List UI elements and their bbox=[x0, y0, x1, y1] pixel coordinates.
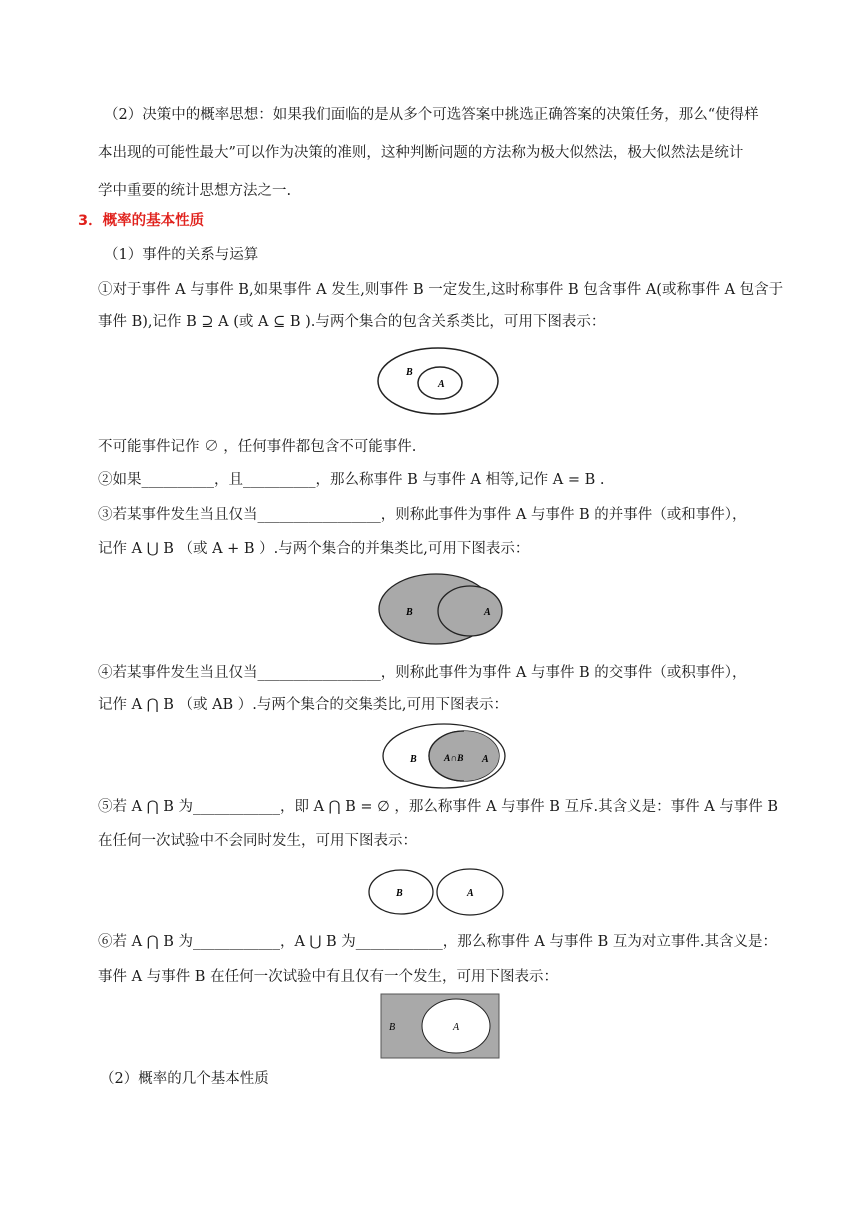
intersection-label-b: B bbox=[410, 754, 417, 765]
item-3-line-1: ③若某事件发生当且仅当_________________，则称此事件为事件 A 与事件 B 的并事件（或和事件）， bbox=[98, 507, 747, 523]
section-heading-3: 3．概率的基本性质 bbox=[78, 213, 205, 229]
item-5-line-1: ⑤若 A ⋂ B 为____________，即 A ⋂ B = ∅ ，那么称事件 A 与事件 B 互斥.其含义是：事件 A 与事件 B bbox=[98, 799, 779, 815]
item-5-line-2: 在任何一次试验中不会同时发生，可用下图表示： bbox=[98, 833, 417, 849]
subheading-basic-properties: （2）概率的几个基本性质 bbox=[100, 1071, 269, 1087]
item-6-line-1: ⑥若 A ⋂ B 为____________，A ⋃ B 为____________，那么称事件 A 与事件 B 互为对立事件.其含义是： bbox=[98, 934, 777, 950]
paragraph-decision-3: 学中重要的统计思想方法之一. bbox=[98, 183, 292, 199]
union-set-a bbox=[438, 586, 502, 636]
item-1-line-2: 事件 B),记作 B ⊇ A (或 A ⊆ B ).与两个集合的包含关系类比，可用下图表示： bbox=[98, 314, 606, 330]
exclusive-label-a: A bbox=[467, 888, 474, 899]
complement-label-a: A bbox=[453, 1022, 460, 1033]
intersection-diagram bbox=[380, 722, 506, 790]
label-b: B bbox=[406, 367, 413, 378]
item-6-line-2: 事件 A 与事件 B 在任何一次试验中有且仅有一个发生，可用下图表示： bbox=[98, 969, 559, 985]
subheading-relations: （1）事件的关系与运算 bbox=[104, 247, 259, 263]
complement-label-b: B bbox=[389, 1022, 396, 1033]
item-4-line-2: 记作 A ⋂ B （或 AB ）.与两个集合的交集类比,可用下图表示： bbox=[98, 697, 509, 713]
intersection-label-ab: A∩B bbox=[444, 754, 464, 764]
exclusive-diagram bbox=[366, 866, 508, 918]
union-label-a: A bbox=[484, 607, 491, 618]
union-diagram bbox=[374, 571, 506, 647]
paragraph-decision-2: 本出现的可能性最大”可以作为决策的准则，这种判断问题的方法称为极大似然法，极大似然法是统计 bbox=[98, 145, 744, 161]
item-3-line-2: 记作 A ⋃ B （或 A + B ）.与两个集合的并集类比,可用下图表示： bbox=[98, 541, 530, 557]
item-2: ②如果__________，且__________，那么称事件 B 与事件 A 相等,记作 A = B . bbox=[98, 472, 605, 488]
item-4-line-1: ④若某事件发生当且仅当_________________，则称此事件为事件 A 与事件 B 的交事件（或积事件）， bbox=[98, 665, 747, 681]
complement-diagram bbox=[380, 993, 500, 1059]
paragraph-decision-1: （2）决策中的概率思想：如果我们面临的是从多个可选答案中挑选正确答案的决策任务，那么“使得样 bbox=[104, 107, 759, 123]
intersection-label-a: A bbox=[482, 754, 489, 765]
impossible-event-text: 不可能事件记作 ∅ ，任何事件都包含不可能事件. bbox=[98, 439, 417, 455]
item-1-line-1: ①对于事件 A 与事件 B,如果事件 A 发生,则事件 B 一定发生,这时称事件 B 包含事件 A(或称事件 A 包含于 bbox=[98, 282, 784, 298]
union-label-b: B bbox=[406, 607, 413, 618]
label-a: A bbox=[438, 379, 445, 390]
inclusion-diagram bbox=[376, 344, 500, 416]
exclusive-label-b: B bbox=[396, 888, 403, 899]
